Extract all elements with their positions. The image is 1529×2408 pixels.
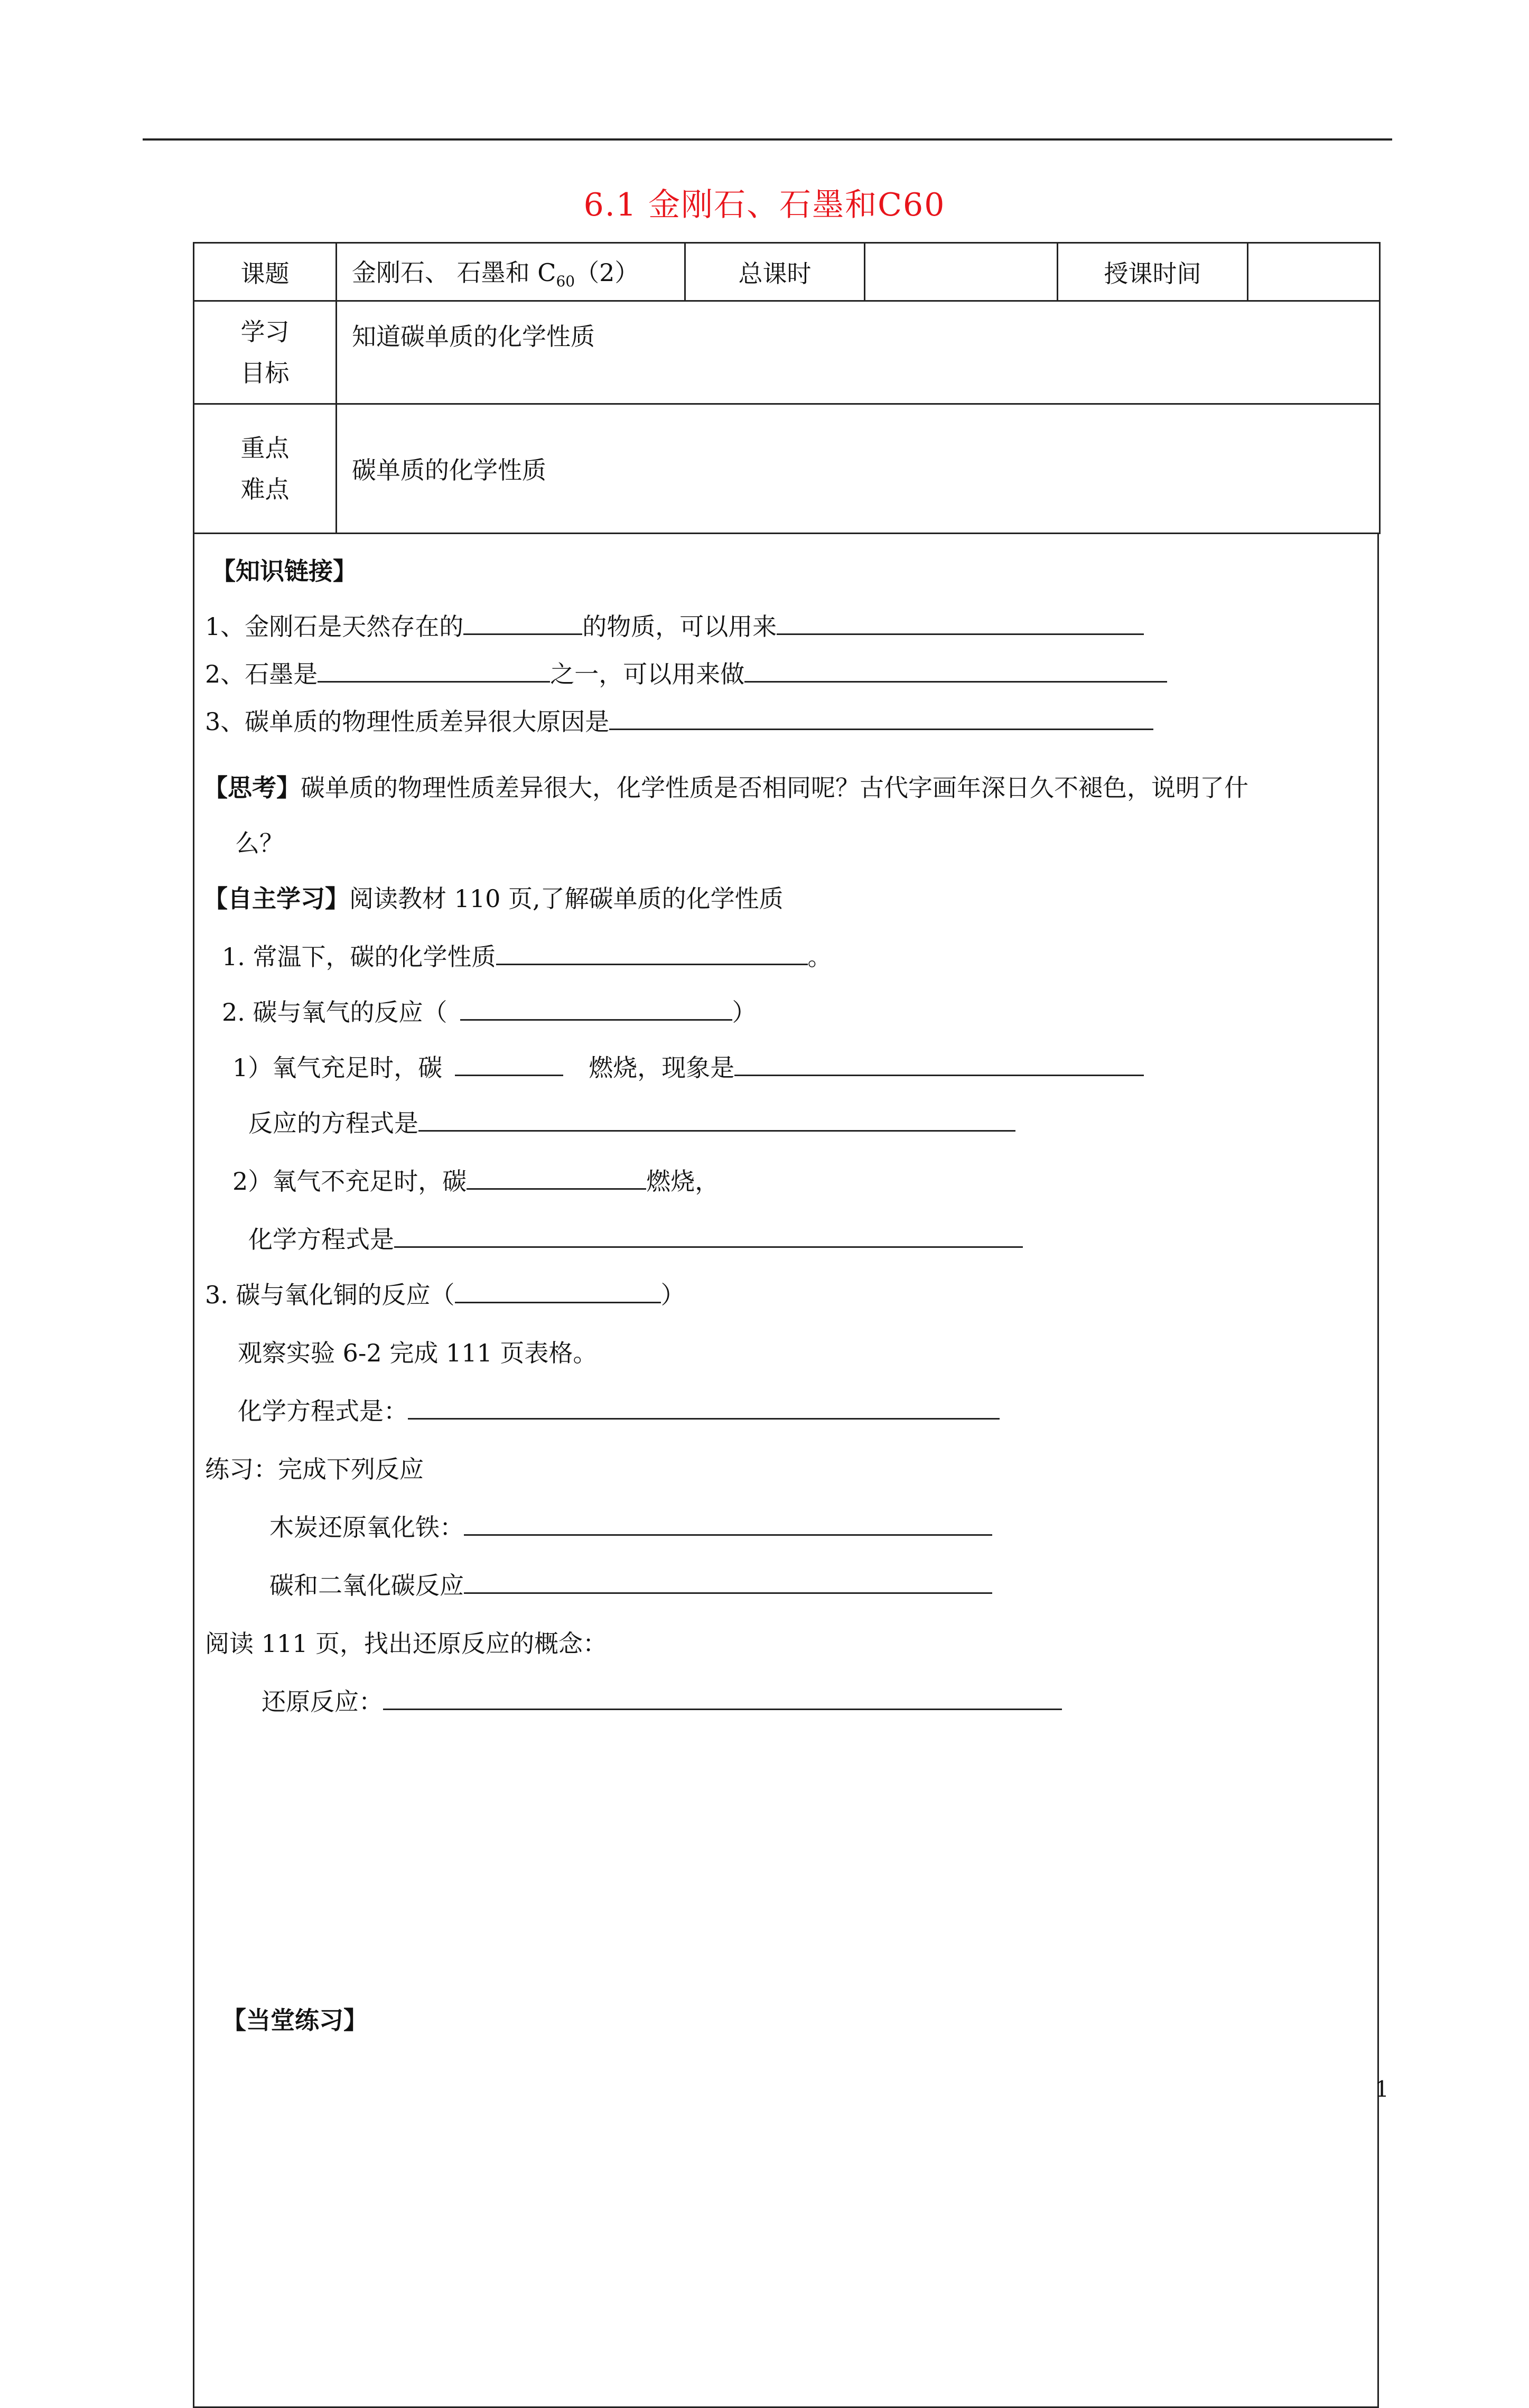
k3-blank-1[interactable] [609, 705, 1153, 730]
page-title: 6.1 金刚石、石墨和C60 [583, 186, 946, 223]
s2-2-text-a: 2）氧气不充足时，碳 [232, 1167, 467, 1196]
label-keypoints [194, 404, 337, 534]
header-rule [143, 138, 1392, 141]
page-number: 1 [1375, 2076, 1389, 2102]
topic-suffix: （2） [575, 258, 639, 287]
s1-blank[interactable] [496, 940, 808, 965]
knowledge-item-3 [205, 703, 1153, 738]
s2-2-blank-2[interactable] [394, 1223, 1023, 1248]
topic-subscript: 60 [556, 273, 575, 291]
think-heading: 【思考】 [203, 773, 301, 802]
practice-item-2 [269, 1566, 992, 1601]
k2-text-a: 2、石墨是 [205, 660, 318, 688]
teaching-time-cell[interactable] [1248, 243, 1380, 301]
k2-blank-2[interactable] [744, 658, 1167, 683]
reduction-definition [262, 1683, 1062, 1718]
k1-blank-1[interactable] [463, 610, 582, 635]
label-objective-b: 目标 [240, 359, 290, 387]
k2-blank-1[interactable] [318, 658, 550, 683]
s2-2-text-b: 燃烧， [646, 1167, 720, 1196]
label-objective [194, 301, 337, 404]
k2-text-b: 之一，可以用来做 [550, 660, 745, 688]
k3-text-a: 3、碳单质的物理性质差异很大原因是 [205, 707, 610, 736]
s3-text-a: 3. 碳与氧化铜的反应（ [205, 1281, 455, 1309]
s2-2-text-c: 化学方程式是 [248, 1225, 394, 1254]
label-objective-a: 学习 [240, 318, 290, 346]
practice-heading: 练习：完成下列反应 [205, 1455, 424, 1483]
info-row-objective [194, 301, 1380, 404]
s3-eq-text: 化学方程式是： [238, 1397, 408, 1425]
think-line-1 [203, 769, 1248, 804]
info-row-keypoints [194, 404, 1380, 534]
s2-1-text-a: 1）氧气充足时，碳 [232, 1053, 443, 1082]
info-row-topic [194, 243, 1380, 301]
self-item-1 [222, 938, 832, 973]
s2-1-text-c: 反应的方程式是 [248, 1109, 418, 1137]
self-item-2-1-equation [248, 1104, 1015, 1139]
self-item-3 [205, 1276, 685, 1311]
info-table [193, 242, 1381, 534]
self-item-2-2-equation [248, 1220, 1023, 1255]
label-total-hours: 总课时 [685, 243, 865, 301]
s2-1-text-b: 燃烧，现象是 [589, 1053, 735, 1082]
self-item-2-1 [232, 1049, 1144, 1084]
s3-text-b: ） [660, 1281, 685, 1309]
k1-text-b: 的物质，可以用来 [582, 612, 777, 641]
s1-text-b: 。 [807, 942, 832, 971]
s2-1-blank-3[interactable] [418, 1107, 1015, 1132]
class-practice-heading: 【当堂练习】 [222, 2006, 368, 2034]
self-study-line [203, 880, 784, 914]
label-topic: 课题 [194, 243, 337, 301]
s2-2-blank-1[interactable] [467, 1165, 646, 1190]
p1-text: 木炭还原氧化铁： [269, 1513, 464, 1542]
label-teaching-time: 授课时间 [1058, 243, 1248, 301]
label-keypoints-a: 重点 [240, 434, 290, 462]
topic-value [337, 243, 685, 301]
knowledge-item-1 [205, 608, 1144, 642]
self-item-3-observe: 观察实验 6-2 完成 111 页表格。 [238, 1339, 598, 1367]
s3-blank[interactable] [455, 1278, 661, 1303]
s1-text-a: 1. 常温下，碳的化学性质 [222, 942, 496, 971]
knowledge-item-2 [205, 655, 1167, 690]
reduction-text: 还原反应： [262, 1687, 383, 1716]
keypoints-content: 碳单质的化学性质 [337, 404, 1380, 534]
p2-blank[interactable] [464, 1569, 992, 1594]
think-line-2: 么？ [235, 829, 284, 857]
s2-text-b: ） [732, 998, 757, 1026]
s2-1-blank-2[interactable] [734, 1051, 1144, 1076]
self-study-heading: 【自主学习】 [203, 884, 349, 913]
label-keypoints-b: 难点 [240, 475, 290, 503]
k1-text-a: 1、金刚石是天然存在的 [205, 612, 464, 641]
think-text: 碳单质的物理性质差异很大，化学性质是否相同呢？古代字画年深日久不褪色，说明了什 [301, 773, 1248, 802]
p1-blank[interactable] [464, 1511, 992, 1536]
objective-content: 知道碳单质的化学性质 [337, 301, 1380, 404]
practice-item-1 [269, 1508, 992, 1543]
reduction-blank[interactable] [383, 1685, 1062, 1710]
topic-prefix: 金刚石、 石墨和 C [352, 258, 556, 287]
read-instruction: 阅读 111 页，找出还原反应的概念： [205, 1629, 608, 1658]
s2-1-blank-1[interactable] [455, 1051, 563, 1076]
k1-blank-2[interactable] [777, 610, 1144, 635]
self-item-2 [222, 993, 757, 1028]
knowledge-heading: 【知识链接】 [211, 557, 357, 585]
s3-eq-blank[interactable] [408, 1395, 1000, 1420]
p2-text: 碳和二氧化碳反应 [269, 1571, 464, 1600]
self-item-3-equation [238, 1392, 1000, 1427]
s2-blank[interactable] [460, 996, 732, 1021]
self-item-2-2 [232, 1162, 719, 1197]
total-hours-cell[interactable] [865, 243, 1058, 301]
self-study-text: 阅读教材 110 页,了解碳单质的化学性质 [349, 884, 784, 913]
s2-text-a: 2. 碳与氧气的反应（ [222, 998, 447, 1026]
